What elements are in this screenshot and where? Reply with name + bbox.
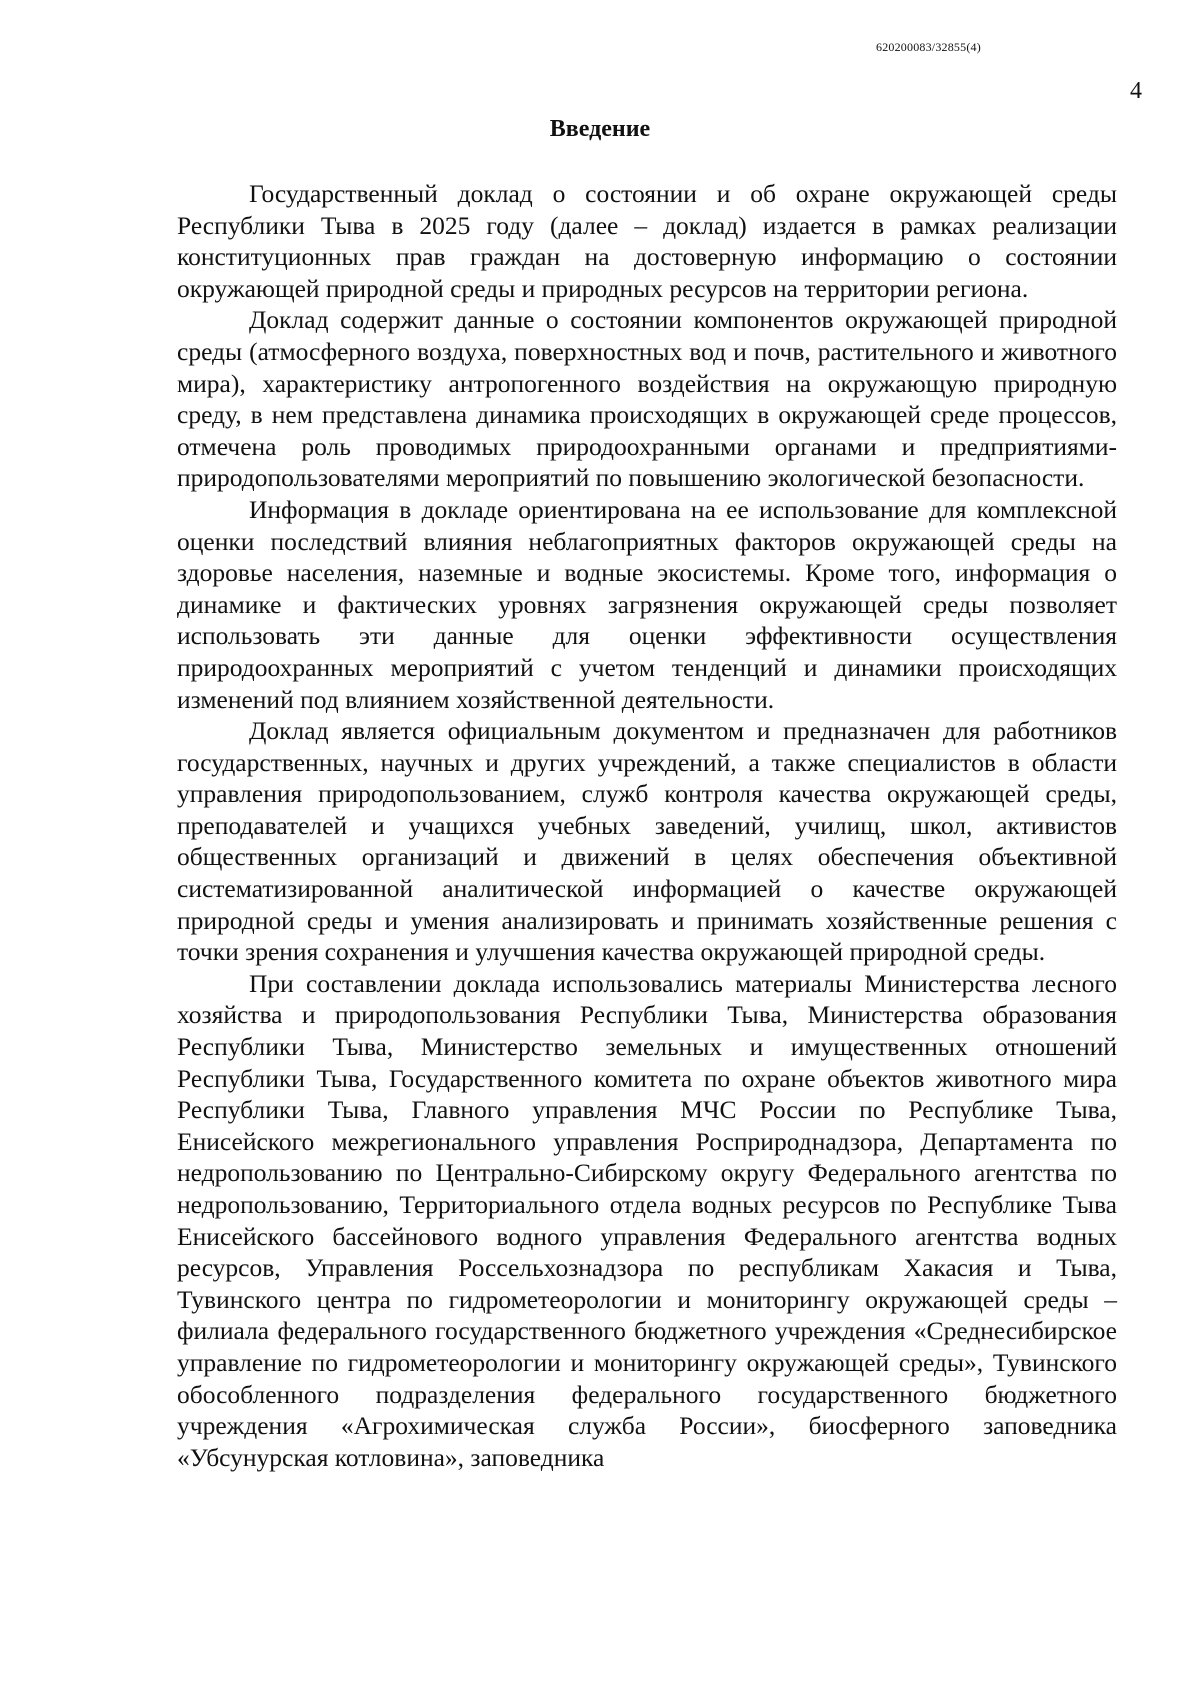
- paragraph: Государственный доклад о состоянии и об охране окружающей среды Республики Тыва в 2025 году (далее – доклад) издается в рамках реализации конституционных прав граждан на достоверную информацию о состоянии окружающей природной среды и природных ресурсов на территории региона.: [177, 179, 1117, 303]
- paragraph: Доклад является официальным документом и предназначен для работников государственных, научных и других учреждений, а также специалистов в области управления природопользованием, служб контроля качества окружающей среды, преподавателей и учащихся учебных заведений, училищ, школ, активистов общественных организаций и движений в целях обеспечения объективной систематизированной аналитической информацией о качестве окружающей природной среды и умения анализировать и принимать хозяйственные решения с точки зрения сохранения и улучшения качества окружающей природной среды.: [177, 716, 1117, 967]
- document-id: 620200083/32855(4): [876, 40, 981, 54]
- paragraph: При составлении доклада использовались материалы Министерства лесного хозяйства и природопользования Республики Тыва, Министерства образования Республики Тыва, Министерство земельных и имущественных отношений Республики Тыва, Государственного комитета по охране объектов животного мира Республики Тыва, Главного управления МЧС России по Республике Тыва, Енисейского межрегионального управления Росприроднадзора, Департамента по недропользованию по Центрально-Сибирскому округу Федерального агентства по недропользованию, Территориального отдела водных ресурсов по Республике Тыва Енисейского бассейнового водного управления Федерального агентства водных ресурсов, Управления Россельхознадзора по республикам Хакасия и Тыва, Тувинского центра по гидрометеорологии и мониторингу окружающей среды – филиала федерального государственного бюджетного учреждения «Среднесибирское управление по гидрометеорологии и мониторингу окружающей среды», Тувинского обособленного подразделения федерального государственного бюджетного учреждения «Агрохимическая служба России», биосферного заповедника «Убсунурская котловина», заповедника: [177, 968, 1117, 1472]
- paragraph: Доклад содержит данные о состоянии компонентов окружающей природной среды (атмосферного воздуха, поверхностных вод и почв, растительного и животного мира), характеристику антропогенного воздействия на окружающую природную среду, в нем представлена динамика происходящих в окружающей среде процессов, отмечена роль проводимых природоохранными органами и предприятиями-природопользователями мероприятий по повышению экологической безопасности.: [177, 305, 1117, 493]
- body-text: [177, 178, 1117, 1473]
- section-title: Введение: [549, 116, 651, 142]
- page-number: 4: [1130, 78, 1142, 104]
- paragraph: Информация в докладе ориентирована на ее использование для комплексной оценки последствий влияния неблагоприятных факторов окружающей среды на здоровье населения, наземные и водные экосистемы. Кроме того, информация о динамике и фактических уровнях загрязнения окружающей среды позволяет использовать эти данные для оценки эффективности осуществления природоохранных мероприятий с учетом тенденций и динамики происходящих изменений под влиянием хозяйственной деятельности.: [177, 494, 1117, 714]
